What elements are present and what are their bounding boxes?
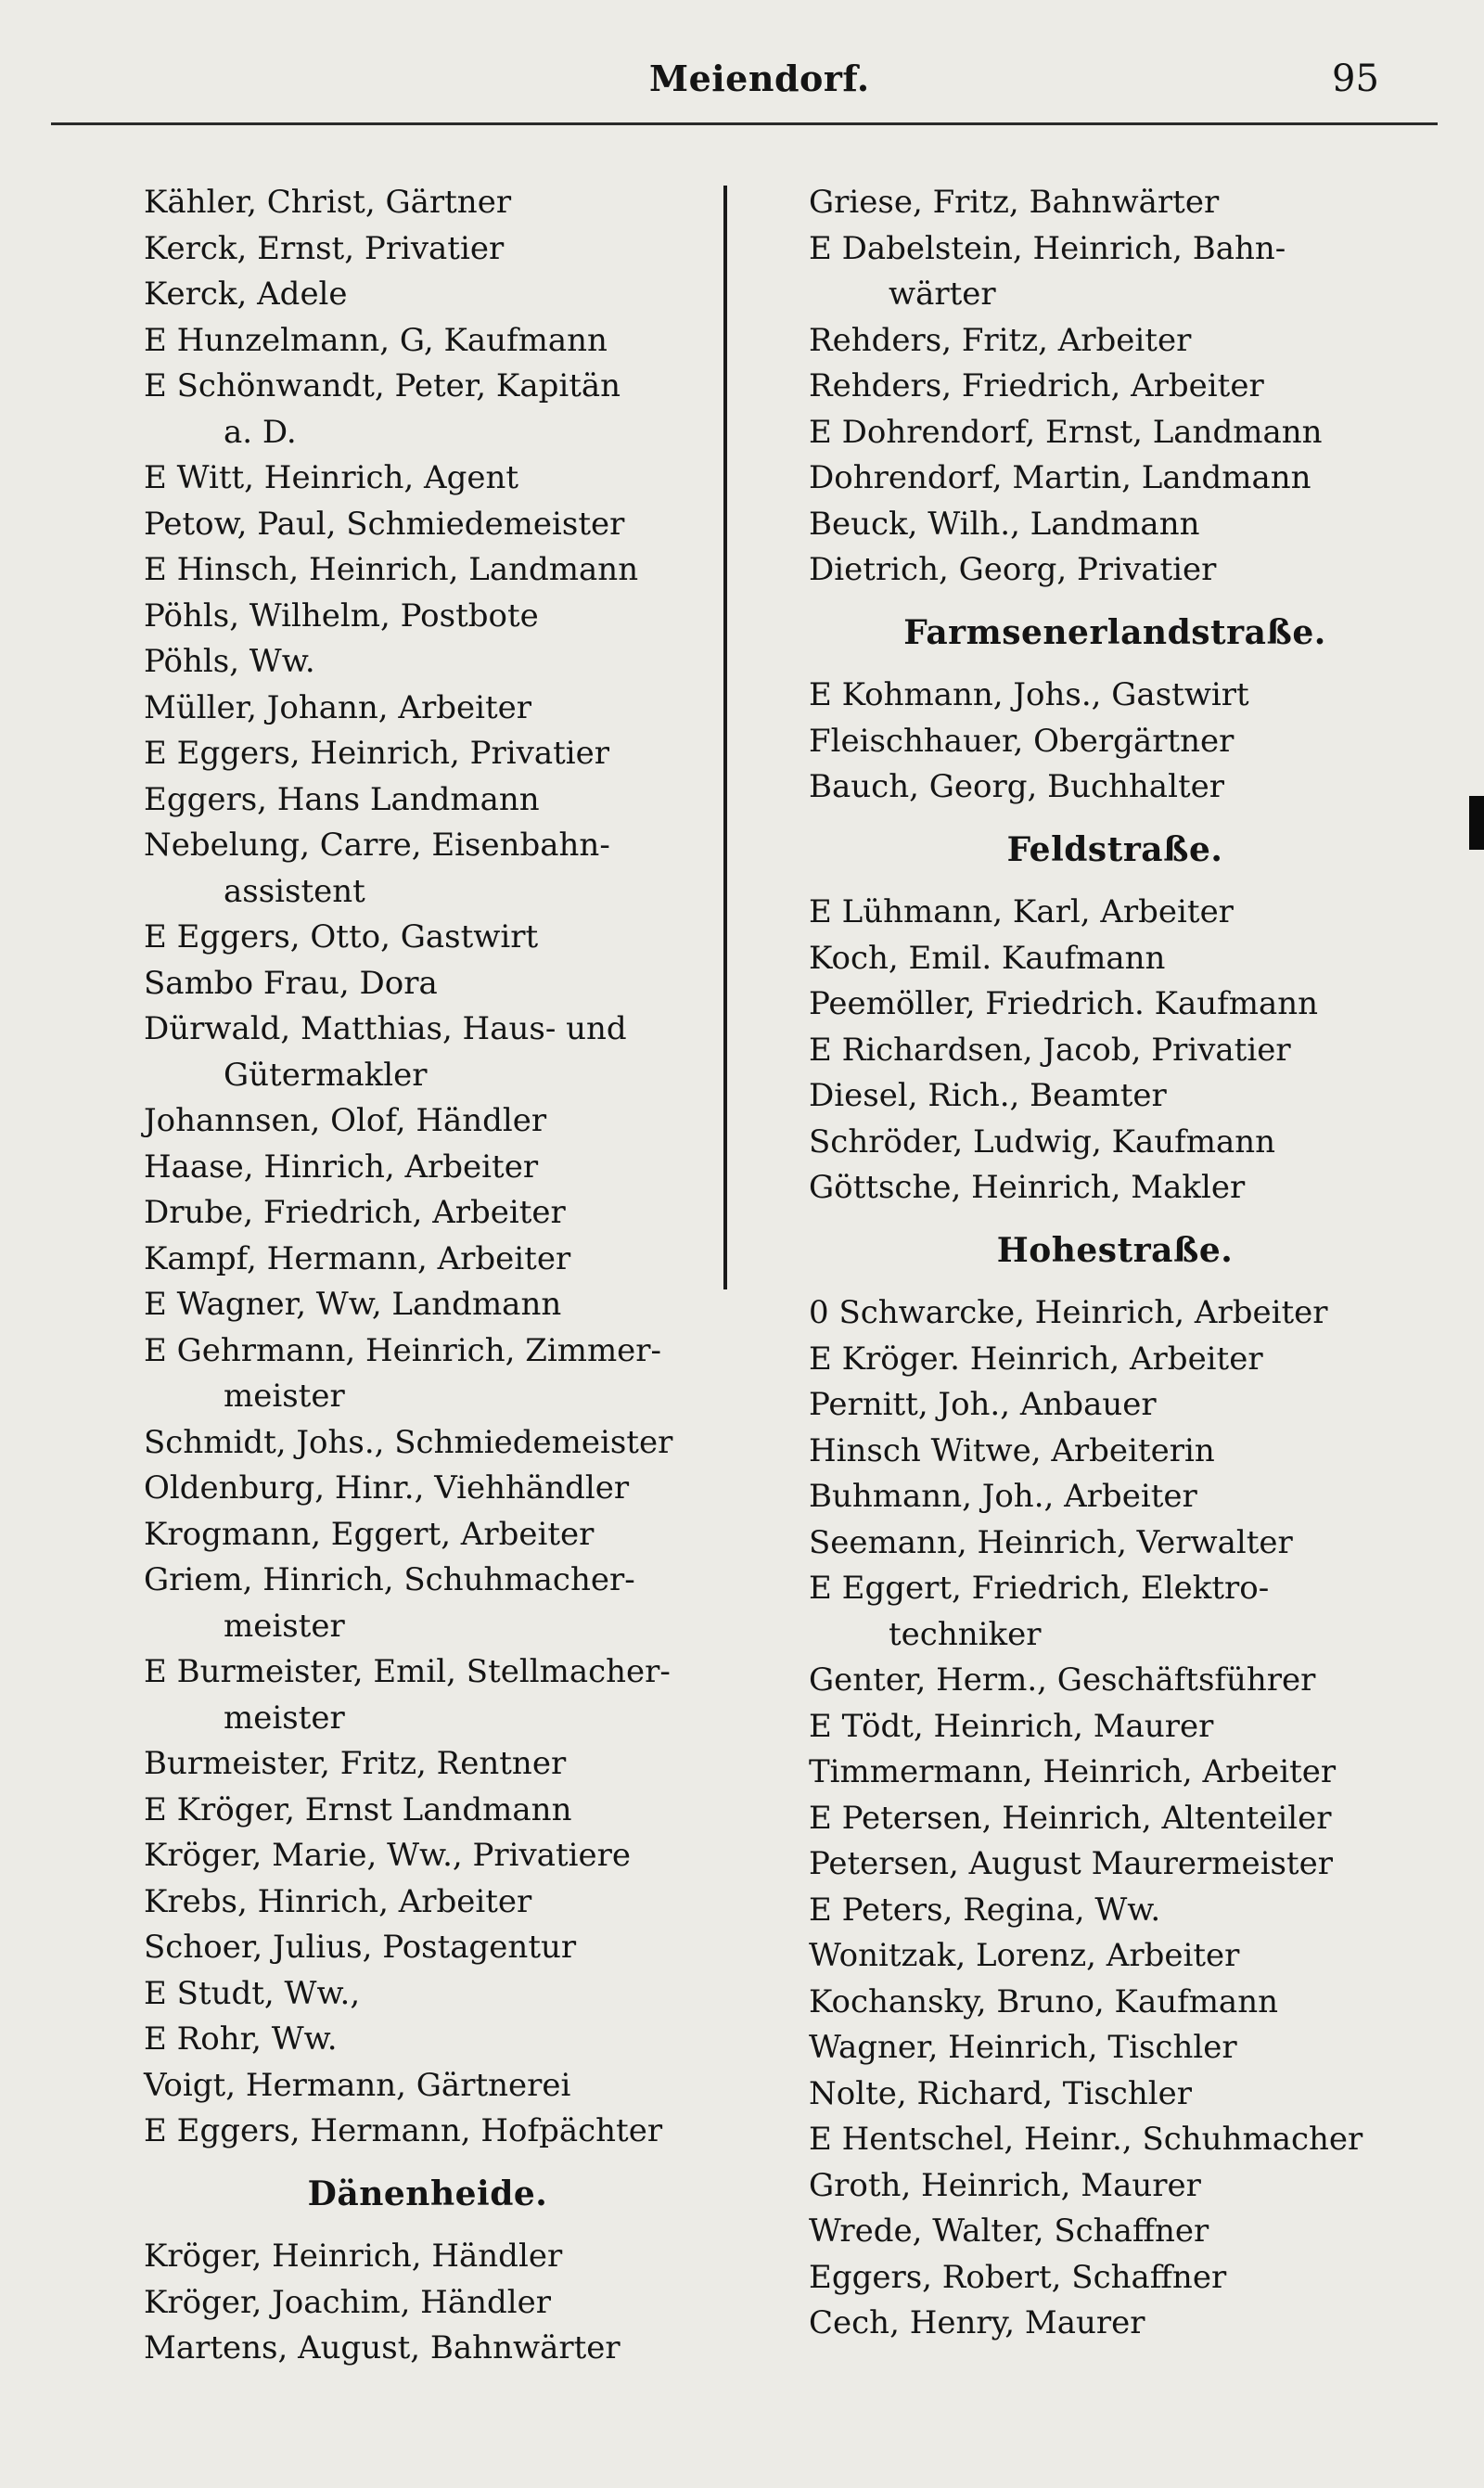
entry-text: E Dabelstein, Heinrich, Bahn- xyxy=(809,229,1286,267)
directory-entry xyxy=(144,226,711,273)
street-heading: Feldstraße. xyxy=(1006,829,1223,869)
directory-entry xyxy=(144,1879,711,1926)
directory-entry xyxy=(809,1841,1421,1888)
entry-text: E Richardsen, Jacob, Privatier xyxy=(809,1031,1291,1069)
entry-text: Müller, Johann, Arbeiter xyxy=(144,688,531,726)
left-column xyxy=(144,180,711,2372)
directory-entry xyxy=(809,936,1421,982)
entry-text: E Kohmann, Johs., Gastwirt xyxy=(809,676,1249,713)
directory-entry xyxy=(144,1788,711,1834)
entry-text: Cech, Henry, Maurer xyxy=(809,2304,1145,2341)
directory-entry xyxy=(809,1520,1421,1567)
entry-text: Diesel, Rich., Beamter xyxy=(809,1077,1167,1114)
entry-text: Schmidt, Johs., Schmiedemeister xyxy=(144,1423,673,1461)
entry-continuation: Gütermakler xyxy=(224,1056,428,1094)
directory-entry xyxy=(144,1971,711,2018)
directory-entry xyxy=(144,1190,711,1237)
entry-text: Groth, Heinrich, Maurer xyxy=(809,2166,1201,2204)
directory-entry xyxy=(809,981,1421,1028)
directory-entry xyxy=(144,455,711,502)
directory-entry xyxy=(809,410,1421,456)
entry-text: Drube, Friedrich, Arbeiter xyxy=(144,1194,566,1231)
directory-entry xyxy=(144,1420,711,1467)
entry-text: E Eggers, Heinrich, Privatier xyxy=(144,735,610,772)
entry-text: Voigt, Hermann, Gärtnerei xyxy=(144,2066,571,2104)
directory-entry xyxy=(144,180,711,226)
directory-entry xyxy=(809,1073,1421,1120)
directory-entry xyxy=(809,1337,1421,1383)
entry-text: Dohrendorf, Martin, Landmann xyxy=(809,459,1311,496)
directory-entry xyxy=(809,2025,1421,2071)
entry-text: E Rohr, Ww. xyxy=(144,2020,338,2058)
entry-text: Kröger, Marie, Ww., Privatiere xyxy=(144,1837,632,1874)
header-rule xyxy=(51,122,1438,125)
directory-entry xyxy=(809,1474,1421,1520)
entry-continuation: a. D. xyxy=(224,413,297,451)
directory-entry xyxy=(809,1165,1421,1212)
running-title: Meiendorf. xyxy=(649,58,870,99)
entry-text: Kröger, Joachim, Händler xyxy=(144,2283,552,2321)
directory-entry xyxy=(809,1028,1421,1074)
entry-text: Wrede, Walter, Schaffner xyxy=(809,2212,1209,2250)
directory-entry xyxy=(809,1888,1421,1934)
entry-text: E Dohrendorf, Ernst, Landmann xyxy=(809,413,1323,451)
entry-text: Johannsen, Olof, Händler xyxy=(144,1102,547,1139)
directory-entry xyxy=(144,2109,711,2155)
page-number: 95 xyxy=(1332,58,1379,100)
directory-entry xyxy=(144,1466,711,1512)
entry-text: Göttsche, Heinrich, Makler xyxy=(809,1169,1246,1206)
directory-entry xyxy=(809,2117,1421,2163)
directory-entry xyxy=(144,364,711,455)
entry-text: Rehders, Friedrich, Arbeiter xyxy=(809,367,1264,404)
entry-text: Kerck, Ernst, Privatier xyxy=(144,229,505,267)
directory-entry xyxy=(144,915,711,961)
directory-entry xyxy=(144,686,711,732)
entry-text: E Peters, Regina, Ww. xyxy=(809,1891,1161,1929)
entry-text: Seemann, Heinrich, Verwalter xyxy=(809,1523,1293,1561)
directory-entry xyxy=(809,318,1421,365)
directory-entry xyxy=(144,1558,711,1649)
entry-text: Haase, Hinrich, Arbeiter xyxy=(144,1148,539,1186)
right-column xyxy=(809,180,1421,2347)
directory-entry xyxy=(144,547,711,594)
entry-text: Krebs, Hinrich, Arbeiter xyxy=(144,1882,532,1920)
directory-entry xyxy=(809,890,1421,936)
directory-entry xyxy=(809,502,1421,548)
directory-entry xyxy=(144,1145,711,1191)
entry-text: E Eggert, Friedrich, Elektro- xyxy=(809,1570,1270,1607)
directory-entry xyxy=(809,1290,1421,1337)
entry-text: Eggers, Robert, Schaffner xyxy=(809,2258,1227,2296)
entry-text: E Lühmann, Karl, Arbeiter xyxy=(809,893,1234,930)
directory-entry xyxy=(144,1741,711,1788)
directory-entry xyxy=(809,547,1421,594)
entry-text: Eggers, Hans Landmann xyxy=(144,780,540,818)
entry-text: Burmeister, Fritz, Rentner xyxy=(144,1745,567,1782)
entry-text: E Burmeister, Emil, Stellmacher- xyxy=(144,1653,671,1690)
directory-entry xyxy=(809,2163,1421,2210)
directory-entry xyxy=(809,2255,1421,2302)
entry-text: Hinsch Witwe, Arbeiterin xyxy=(809,1431,1215,1469)
directory-entry xyxy=(144,1649,711,1741)
entry-continuation: techniker xyxy=(889,1615,1042,1653)
street-heading: Hohestraße. xyxy=(996,1230,1234,1270)
directory-entry xyxy=(144,502,711,548)
entry-text: E Petersen, Heinrich, Altenteiler xyxy=(809,1799,1332,1837)
entry-text: E Witt, Heinrich, Agent xyxy=(144,459,519,496)
entry-text: Oldenburg, Hinr., Viehhändler xyxy=(144,1469,630,1507)
directory-entry xyxy=(144,1833,711,1879)
entry-text: Schröder, Ludwig, Kaufmann xyxy=(809,1122,1276,1161)
directory-entry xyxy=(144,1512,711,1558)
entry-text: Rehders, Fritz, Arbeiter xyxy=(809,321,1192,359)
entry-text: Kampf, Hermann, Arbeiter xyxy=(144,1239,571,1277)
directory-entry xyxy=(144,272,711,318)
entry-text: Nebelung, Carre, Eisenbahn- xyxy=(144,827,610,864)
entry-text: Beuck, Wilh., Landmann xyxy=(809,505,1200,543)
directory-entry xyxy=(144,2326,711,2372)
entry-text: E Hunzelmann, G, Kaufmann xyxy=(144,321,608,359)
directory-entry xyxy=(809,1933,1421,1980)
directory-entry xyxy=(144,961,711,1007)
entry-text: E Gehrmann, Heinrich, Zimmer- xyxy=(144,1331,662,1369)
entry-continuation: assistent xyxy=(224,872,365,910)
directory-entry xyxy=(809,226,1421,318)
page-edge-tab xyxy=(1469,796,1484,850)
directory-entry xyxy=(809,1566,1421,1658)
directory-entry xyxy=(144,1328,711,1420)
directory-entry xyxy=(809,1704,1421,1751)
entry-text: Kerck, Adele xyxy=(144,276,348,313)
entry-text: Schoer, Julius, Postagentur xyxy=(144,1929,577,1966)
directory-entry xyxy=(144,1098,711,1145)
entry-text: Koch, Emil. Kaufmann xyxy=(809,939,1166,977)
directory-entry xyxy=(144,318,711,365)
entry-text: Fleischhauer, Obergärtner xyxy=(809,722,1235,760)
entry-text: Sambo Frau, Dora xyxy=(144,964,438,1002)
directory-entry xyxy=(809,764,1421,811)
directory-entry xyxy=(809,1429,1421,1475)
entry-text: Dürwald, Matthias, Haus- und xyxy=(144,1010,627,1047)
entry-text: E Kröger, Ernst Landmann xyxy=(144,1790,572,1828)
entry-continuation: meister xyxy=(224,1699,345,1737)
directory-entry xyxy=(809,364,1421,410)
entry-text: Kröger, Heinrich, Händler xyxy=(144,2238,563,2275)
entry-text: E Hentschel, Heinr., Schuhmacher xyxy=(809,2121,1363,2158)
directory-entry xyxy=(144,594,711,640)
entry-continuation: meister xyxy=(224,1378,345,1415)
entry-text: Pöhls, Ww. xyxy=(144,643,315,680)
entry-text: Genter, Herm., Geschäftsführer xyxy=(809,1661,1316,1699)
directory-entry xyxy=(144,1925,711,1971)
entry-text: Pöhls, Wilhelm, Postbote xyxy=(144,596,539,635)
directory-entry xyxy=(809,1120,1421,1166)
directory-entry xyxy=(144,2234,711,2280)
street-heading: Farmsenerlandstraße. xyxy=(903,612,1326,652)
entry-text: Wonitzak, Lorenz, Arbeiter xyxy=(809,1937,1240,1974)
entry-text: Petersen, August Maurermeister xyxy=(809,1845,1333,1882)
directory-entry xyxy=(144,1007,711,1098)
directory-entry xyxy=(809,180,1421,226)
entry-text: Dietrich, Georg, Privatier xyxy=(809,551,1217,588)
column-divider xyxy=(723,186,727,1289)
entry-text: E Hinsch, Heinrich, Landmann xyxy=(144,551,639,588)
entry-text: Griese, Fritz, Bahnwärter xyxy=(809,184,1220,221)
entry-continuation: wärter xyxy=(889,276,996,313)
directory-entry xyxy=(809,2071,1421,2118)
directory-entry xyxy=(144,639,711,686)
entry-text: Pernitt, Joh., Anbauer xyxy=(809,1386,1157,1423)
entry-text: Krogmann, Eggert, Arbeiter xyxy=(144,1515,595,1553)
directory-entry xyxy=(809,673,1421,719)
entry-text: Buhmann, Joh., Arbeiter xyxy=(809,1478,1197,1515)
entry-text: E Eggers, Hermann, Hofpächter xyxy=(144,2112,663,2149)
entry-text: E Tödt, Heinrich, Maurer xyxy=(809,1707,1214,1745)
directory-entry xyxy=(144,731,711,777)
entry-text: Kochansky, Bruno, Kaufmann xyxy=(809,1982,1278,2020)
directory-entry xyxy=(144,823,711,915)
directory-entry xyxy=(809,719,1421,765)
directory-entry xyxy=(144,1237,711,1283)
entry-text: Bauch, Georg, Buchhalter xyxy=(809,768,1224,805)
directory-entry xyxy=(809,1980,1421,2026)
directory-entry xyxy=(144,2280,711,2327)
entry-text: Petow, Paul, Schmiedemeister xyxy=(144,505,625,543)
directory-entry xyxy=(809,1382,1421,1429)
directory-entry xyxy=(809,1658,1421,1704)
directory-entry xyxy=(809,1796,1421,1842)
street-heading: Dänenheide. xyxy=(307,2174,548,2213)
directory-entry xyxy=(809,455,1421,502)
directory-entry xyxy=(144,777,711,824)
entry-text: E Studt, Ww., xyxy=(144,1974,361,2012)
entry-text: E Schönwandt, Peter, Kapitän xyxy=(144,367,621,404)
directory-entry xyxy=(809,1750,1421,1796)
entry-text: E Wagner, Ww, Landmann xyxy=(144,1286,562,1323)
entry-text: Wagner, Heinrich, Tischler xyxy=(809,2029,1237,2066)
entry-text: Kähler, Christ, Gärtner xyxy=(144,184,512,221)
entry-text: Timmermann, Heinrich, Arbeiter xyxy=(809,1753,1337,1790)
entry-text: Martens, August, Bahnwärter xyxy=(144,2329,620,2366)
directory-entry xyxy=(809,2209,1421,2255)
entry-text: 0 Schwarcke, Heinrich, Arbeiter xyxy=(809,1294,1328,1331)
entry-continuation: meister xyxy=(224,1607,345,1645)
entry-text: Griem, Hinrich, Schuhmacher- xyxy=(144,1561,635,1598)
directory-entry xyxy=(144,2063,711,2110)
entry-text: E Eggers, Otto, Gastwirt xyxy=(144,918,539,955)
directory-entry xyxy=(809,2301,1421,2347)
entry-text: E Kröger. Heinrich, Arbeiter xyxy=(809,1340,1263,1378)
entry-text: Peemöller, Friedrich. Kaufmann xyxy=(809,985,1319,1022)
entry-text: Nolte, Richard, Tischler xyxy=(809,2074,1192,2112)
directory-entry xyxy=(144,2017,711,2063)
directory-entry xyxy=(144,1282,711,1328)
